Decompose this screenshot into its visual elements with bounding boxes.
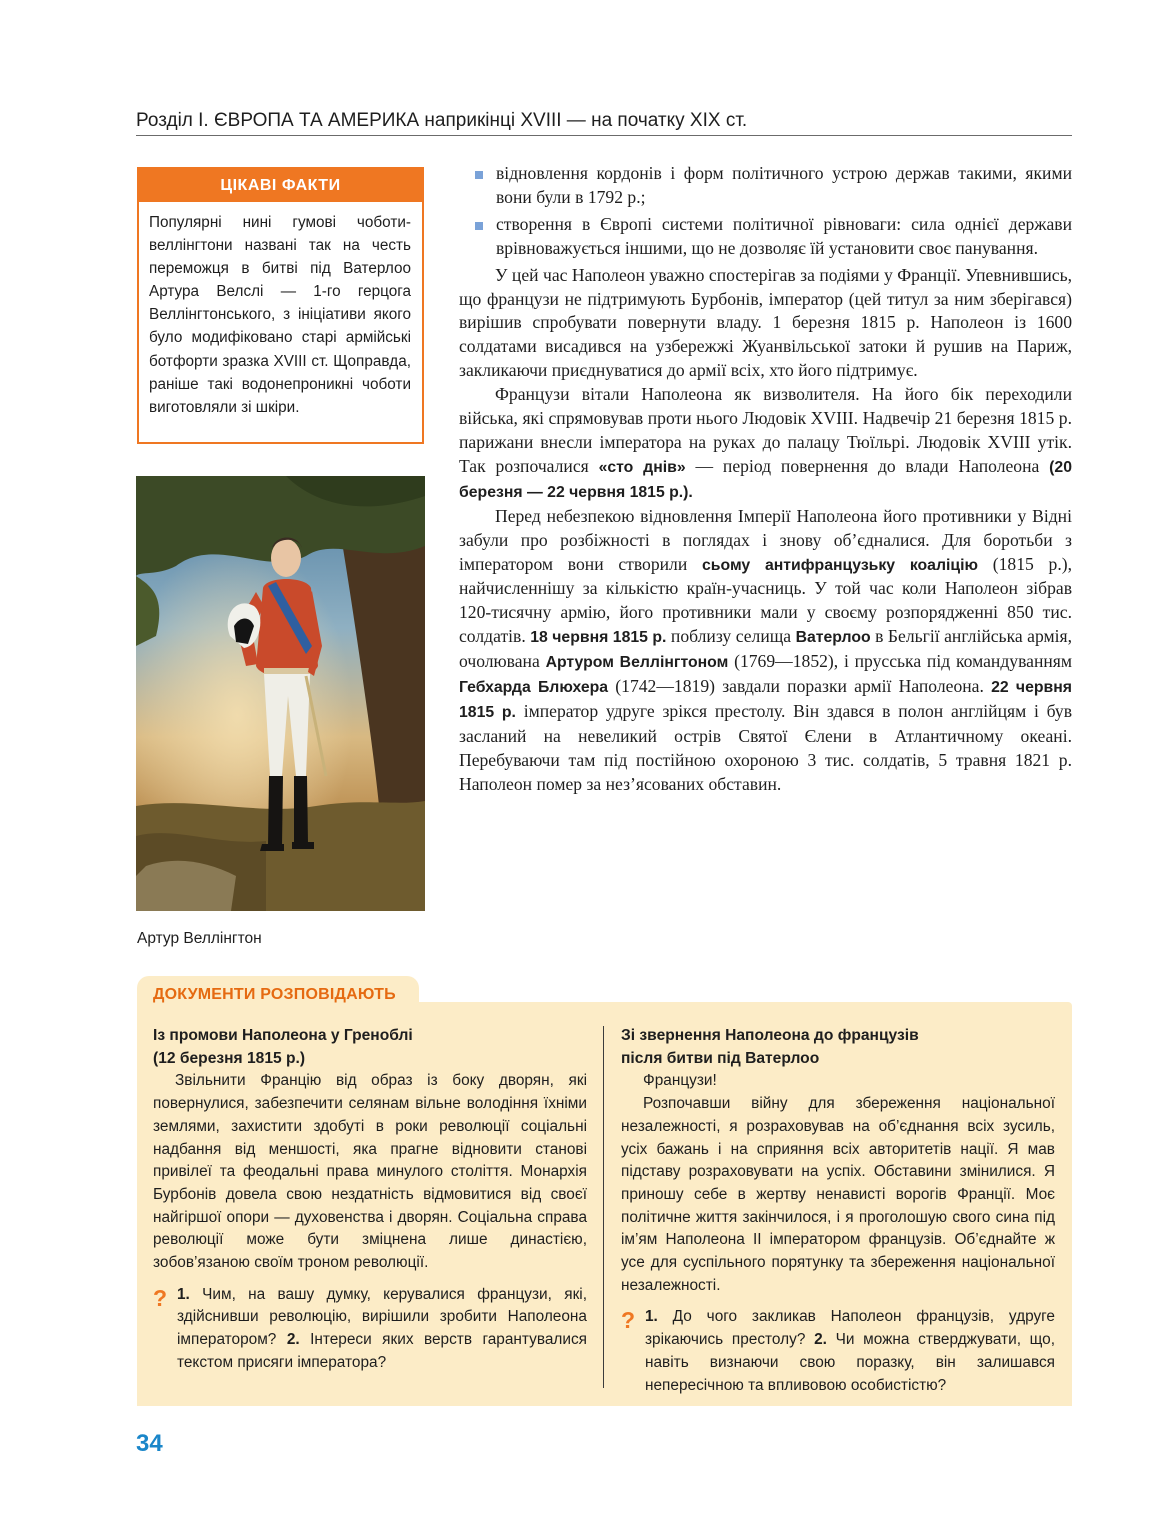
text-run: імператор удруге зрікся престолу. Він здався в полон англійцям і був засланий на невеликий острів Святої Єлени в Атлантичному океані. Перебуваючи там під постійною охороною 3 тис. солдатів, 5 травня 1821 р. Наполеон помер за нез’ясованих обставин. (459, 700, 1072, 794)
document-heading (621, 1025, 1055, 1070)
bold-term: «сто днів» (598, 458, 686, 476)
main-text (459, 162, 1072, 797)
document-heading-line: після битви під Ватерлоо (621, 1049, 820, 1067)
text-run: (1742—1819) завдали поразки армії Наполеона. (608, 676, 992, 697)
document-heading-line: Зі звернення Наполеона до французів (621, 1027, 919, 1044)
facts-text: Популярні нині гумові чоботи-веллінгтони названі так на честь переможця в битві під Ватерлоо Артура Велслі — 1-го герцога Веллінгтонського, з ініціативи якого було модифіковано старі армійські ботфорти зразка XVIII ст. Щоправда, раніше такі водонепроникні чоботи виготовляли зі шкіри. (149, 214, 411, 416)
text-run: — період повернення до влади Наполеона (685, 455, 1050, 476)
document-text: Розпочавши війну для збереження національної незалежності, я розраховував на об’єднання всіх зусиль, усіх бажань і на сприяння всіх авторитетів нації. Я мав підставу розраховувати на успіх. Обставини змінилися. Я приношу себе в жертву ненависті ворогів Франції. Моє політичне життя закінчилося, і я проголошую свого сина під ім’ям Наполеона II імператором французів. Об’єднайте ж усе для суспільного порятунку та збереження національної незалежності. (621, 1095, 1055, 1294)
document-heading-line: (12 березня 1815 р.) (153, 1049, 306, 1067)
bold-term: 22 червня 1815 р. (459, 679, 1072, 721)
document-waterloo-address (621, 1025, 1055, 1397)
text-run: (1815 р.), найчисленнішу за кількістю країн-учасниць. У той час коли Наполеон зібрав 120-тисячну армію, його противники мали у своєму розпорядженні 850 тис. солдатів. (459, 553, 1072, 647)
bullet-item (459, 162, 1072, 210)
document-text: Звільнити Францію від образ із боку дворян, які повернулися, забезпечити селянам вільне володіння їхніми землями, захистити здобуті в роки революції соціальні надбання від меншості, яка прагне відновити станові привілеї та феодальні права минулого століття. Монархія Бурбонів довела свою нездатність відмовитися від своєї найгіршої опори — духовенства і дворян. Соціальна справа революції може бути зміцнена лише династією, зобов’язаною своїм троном революції. (153, 1072, 587, 1272)
text-run: (1769—1852), і прусська під командуванням (728, 651, 1073, 672)
text-run: в Бельгії англійська армія, очолювана (459, 626, 1072, 672)
bold-term: Ватерлоо (795, 629, 871, 647)
paragraph: У цей час Наполеон уважно спостерігав за подіями у Франції. Упевнившись, що французи не підтримують Бурбонів, імператор (цей титул за ним зберігався) вирішив спробувати повернути владу. 1 березня 1815 р. Наполеон із 1600 солдатами висадився на узбережжі Жуанвільської затоки й рушив на Париж, закликаючи приєднуватися до армії всіх, хто його підтримує. (459, 264, 1072, 381)
text-run: Перед небезпекою відновлення Імперії Наполеона його противники у Відні забули про розбіжності в поглядах і знову об’єдналися. Для боротьби з імператором вони створили (459, 505, 1072, 574)
questions (153, 1284, 587, 1375)
wellington-portrait-image (136, 476, 425, 911)
question-text: До чого закликав Наполеон французів, удруге зрікаючись престолу? (645, 1308, 1055, 1349)
document-heading-line: Із промови Наполеона у Греноблі (153, 1027, 413, 1044)
document-heading (153, 1025, 587, 1070)
bullet-text: створення в Європі системи політичної рівноваги: сила однієї держави врівноважується іншими, що не дозволяє їй установити своє панування. (496, 213, 1072, 258)
question-text: Інтереси яких верств гарантувалися текстом присяги імператора? (177, 1331, 587, 1371)
documents-divider (603, 1026, 604, 1388)
paragraph (459, 505, 1072, 797)
paragraph (459, 383, 1072, 505)
document-grenoble-speech (153, 1025, 587, 1375)
question-number: 1. (177, 1285, 190, 1303)
bold-term: Артуром Веллінгтоном (545, 654, 729, 672)
text-run: поблизу селища (666, 626, 796, 647)
questions (621, 1306, 1055, 1397)
question-number: 1. (645, 1308, 658, 1326)
question-number: 2. (814, 1331, 827, 1349)
document-salutation: Французи! (643, 1072, 717, 1090)
documents-title: ДОКУМЕНТИ РОЗПОВІДАЮТЬ (153, 986, 396, 1003)
bullet-square-icon (475, 222, 483, 230)
facts-box (137, 167, 424, 444)
bullet-item (459, 213, 1072, 261)
page-number: 34 (136, 1430, 163, 1457)
section-header: Розділ І. ЄВРОПА ТА АМЕРИКА наприкінці XVIII — на початку XIX ст. (136, 110, 748, 131)
text-run: Французи вітали Наполеона як визволителя. На його бік переходили війська, які спрямовував проти нього Людовік XVIII. Надвечір 21 березня 1815 р. парижани внесли імператора на руках до палацу Тюїльрі. Людовік XVIII утік. Так розпочалися (459, 384, 1072, 476)
bullet-text: відновлення кордонів і форм політичного устрою держав такими, якими вони були в 1792 р.; (496, 163, 1072, 207)
question-text: Чим, на вашу думку, керувалися французи, які, здійснивши революцію, вирішили зробити Наполеона імператором? (177, 1285, 587, 1349)
bold-term: сьому антифранцузьку коаліцію (702, 556, 978, 574)
question-mark-icon: ? (153, 1284, 168, 1311)
question-mark-icon: ? (621, 1307, 636, 1334)
facts-heading: ЦІКАВІ ФАКТИ (139, 169, 422, 202)
bold-term: (20 березня — 22 червня 1815 р.). (459, 458, 1072, 501)
question-number: 2. (286, 1331, 300, 1349)
header-rule (136, 135, 1072, 136)
bold-term: Гебхарда Блюхера (459, 679, 609, 697)
bullet-square-icon (475, 171, 483, 179)
question-text: Чи можна стверджувати, що, навіть визнаючи свою поразку, він залишався непересічною та впливовою особистістю? (645, 1331, 1055, 1394)
bold-term: 18 червня 1815 р. (530, 629, 667, 647)
portrait-caption: Артур Веллінгтон (137, 930, 262, 947)
